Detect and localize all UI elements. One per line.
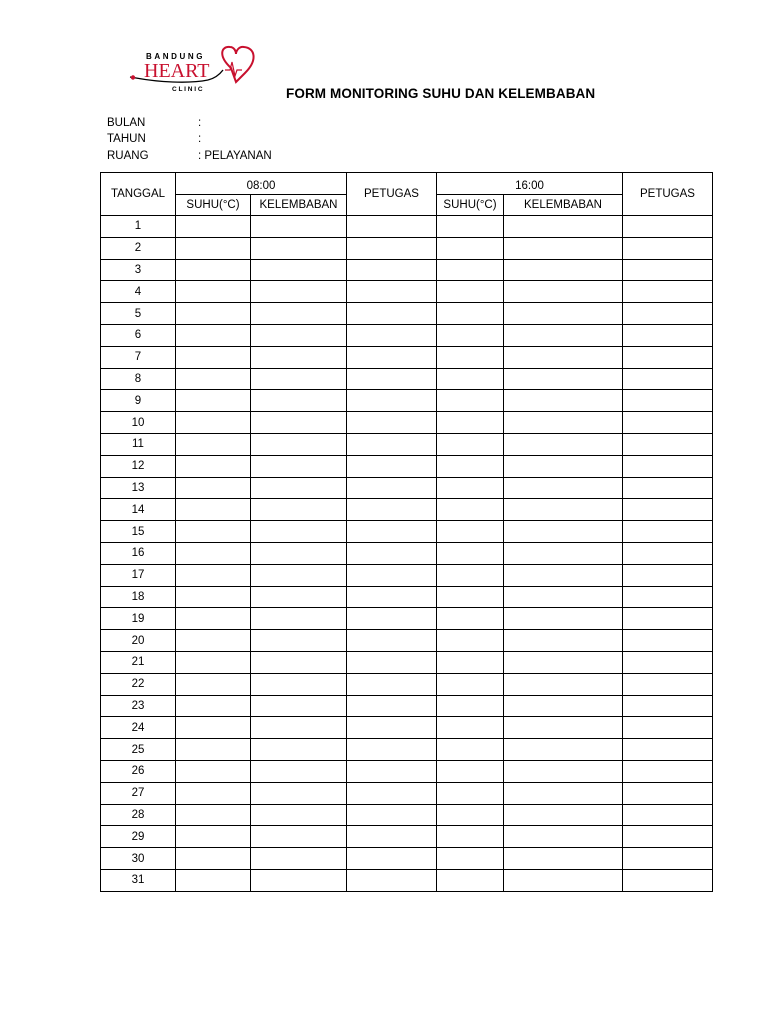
petugas-0800-cell[interactable] — [347, 630, 437, 652]
kelembaban-0800-cell[interactable] — [251, 303, 347, 325]
petugas-0800-cell[interactable] — [347, 433, 437, 455]
petugas-0800-cell[interactable] — [347, 651, 437, 673]
day-number: 21 — [101, 651, 176, 673]
suhu-1600-cell[interactable] — [437, 433, 504, 455]
suhu-1600-cell[interactable] — [437, 499, 504, 521]
kelembaban-0800-cell[interactable] — [251, 521, 347, 543]
suhu-1600-cell[interactable] — [437, 760, 504, 782]
header-time-0800: 08:00 — [176, 173, 347, 195]
kelembaban-0800-cell[interactable] — [251, 281, 347, 303]
table-row — [101, 717, 713, 739]
table-row — [101, 368, 713, 390]
petugas-0800-cell[interactable] — [347, 521, 437, 543]
suhu-0800-cell[interactable] — [176, 760, 251, 782]
kelembaban-1600-cell[interactable] — [504, 608, 623, 630]
suhu-1600-cell[interactable] — [437, 237, 504, 259]
kelembaban-0800-cell[interactable] — [251, 608, 347, 630]
suhu-0800-cell[interactable] — [176, 390, 251, 412]
petugas-0800-cell[interactable] — [347, 586, 437, 608]
suhu-1600-cell[interactable] — [437, 651, 504, 673]
table-row — [101, 390, 713, 412]
suhu-1600-cell[interactable] — [437, 216, 504, 238]
suhu-1600-cell[interactable] — [437, 477, 504, 499]
table-row — [101, 477, 713, 499]
petugas-1600-cell[interactable] — [623, 782, 713, 804]
kelembaban-0800-cell[interactable] — [251, 848, 347, 870]
day-number: 8 — [101, 368, 176, 390]
suhu-1600-cell[interactable] — [437, 368, 504, 390]
form-title: FORM MONITORING SUHU DAN KELEMBABAN — [286, 86, 596, 101]
kelembaban-1600-cell[interactable] — [504, 521, 623, 543]
day-number: 10 — [101, 412, 176, 434]
suhu-0800-cell[interactable] — [176, 259, 251, 281]
table-row — [101, 499, 713, 521]
petugas-1600-cell[interactable] — [623, 259, 713, 281]
kelembaban-1600-cell[interactable] — [504, 586, 623, 608]
petugas-0800-cell[interactable] — [347, 346, 437, 368]
field-bulan-label: BULAN — [107, 117, 146, 129]
kelembaban-1600-cell[interactable] — [504, 259, 623, 281]
petugas-1600-cell[interactable] — [623, 542, 713, 564]
field-ruang-value: : PELAYANAN — [198, 150, 272, 162]
kelembaban-0800-cell[interactable] — [251, 412, 347, 434]
suhu-0800-cell[interactable] — [176, 848, 251, 870]
day-number: 4 — [101, 281, 176, 303]
kelembaban-0800-cell[interactable] — [251, 477, 347, 499]
petugas-0800-cell[interactable] — [347, 695, 437, 717]
suhu-0800-cell[interactable] — [176, 673, 251, 695]
petugas-1600-cell[interactable] — [623, 390, 713, 412]
header-tanggal: TANGGAL — [101, 173, 176, 216]
table-row — [101, 804, 713, 826]
suhu-0800-cell[interactable] — [176, 586, 251, 608]
suhu-0800-cell[interactable] — [176, 695, 251, 717]
suhu-1600-cell[interactable] — [437, 303, 504, 325]
field-ruang-label: RUANG — [107, 150, 149, 162]
petugas-0800-cell[interactable] — [347, 216, 437, 238]
table-row — [101, 521, 713, 543]
suhu-0800-cell[interactable] — [176, 303, 251, 325]
field-ruang — [107, 150, 272, 162]
kelembaban-0800-cell[interactable] — [251, 216, 347, 238]
kelembaban-1600-cell[interactable] — [504, 368, 623, 390]
kelembaban-0800-cell[interactable] — [251, 717, 347, 739]
suhu-1600-cell[interactable] — [437, 586, 504, 608]
suhu-1600-cell[interactable] — [437, 346, 504, 368]
suhu-1600-cell[interactable] — [437, 826, 504, 848]
kelembaban-1600-cell[interactable] — [504, 455, 623, 477]
petugas-1600-cell[interactable] — [623, 695, 713, 717]
petugas-0800-cell[interactable] — [347, 303, 437, 325]
field-tahun-label: TAHUN — [107, 133, 146, 145]
logo-main-text: HEART — [144, 60, 210, 82]
kelembaban-1600-cell[interactable] — [504, 804, 623, 826]
petugas-0800-cell[interactable] — [347, 412, 437, 434]
suhu-0800-cell[interactable] — [176, 869, 251, 891]
table-row — [101, 303, 713, 325]
suhu-1600-cell[interactable] — [437, 673, 504, 695]
petugas-1600-cell[interactable] — [623, 673, 713, 695]
petugas-1600-cell[interactable] — [623, 804, 713, 826]
kelembaban-1600-cell[interactable] — [504, 848, 623, 870]
kelembaban-1600-cell[interactable] — [504, 717, 623, 739]
petugas-1600-cell[interactable] — [623, 216, 713, 238]
day-number: 29 — [101, 826, 176, 848]
field-tahun — [107, 133, 201, 145]
header-kelembaban-morning: KELEMBABAN — [251, 195, 347, 216]
petugas-1600-cell[interactable] — [623, 237, 713, 259]
kelembaban-1600-cell[interactable] — [504, 412, 623, 434]
table-row — [101, 586, 713, 608]
kelembaban-1600-cell[interactable] — [504, 695, 623, 717]
suhu-1600-cell[interactable] — [437, 717, 504, 739]
day-number: 14 — [101, 499, 176, 521]
kelembaban-1600-cell[interactable] — [504, 673, 623, 695]
petugas-0800-cell[interactable] — [347, 390, 437, 412]
suhu-1600-cell[interactable] — [437, 739, 504, 761]
day-number: 12 — [101, 455, 176, 477]
suhu-1600-cell[interactable] — [437, 630, 504, 652]
petugas-0800-cell[interactable] — [347, 281, 437, 303]
table-row — [101, 564, 713, 586]
suhu-0800-cell[interactable] — [176, 739, 251, 761]
suhu-0800-cell[interactable] — [176, 477, 251, 499]
kelembaban-0800-cell[interactable] — [251, 739, 347, 761]
suhu-1600-cell[interactable] — [437, 848, 504, 870]
day-number: 25 — [101, 739, 176, 761]
kelembaban-1600-cell[interactable] — [504, 542, 623, 564]
petugas-0800-cell[interactable] — [347, 826, 437, 848]
kelembaban-0800-cell[interactable] — [251, 760, 347, 782]
day-number: 24 — [101, 717, 176, 739]
kelembaban-0800-cell[interactable] — [251, 237, 347, 259]
suhu-0800-cell[interactable] — [176, 542, 251, 564]
kelembaban-1600-cell[interactable] — [504, 499, 623, 521]
suhu-1600-cell[interactable] — [437, 455, 504, 477]
petugas-1600-cell[interactable] — [623, 346, 713, 368]
petugas-1600-cell[interactable] — [623, 826, 713, 848]
kelembaban-0800-cell[interactable] — [251, 630, 347, 652]
day-number: 11 — [101, 433, 176, 455]
heart-stethoscope-icon — [128, 42, 263, 94]
suhu-0800-cell[interactable] — [176, 782, 251, 804]
header-petugas-afternoon: PETUGAS — [623, 173, 713, 216]
table-row — [101, 281, 713, 303]
kelembaban-1600-cell[interactable] — [504, 237, 623, 259]
table-row — [101, 608, 713, 630]
petugas-0800-cell[interactable] — [347, 259, 437, 281]
kelembaban-1600-cell[interactable] — [504, 433, 623, 455]
kelembaban-0800-cell[interactable] — [251, 324, 347, 346]
suhu-0800-cell[interactable] — [176, 455, 251, 477]
kelembaban-0800-cell[interactable] — [251, 695, 347, 717]
day-number: 19 — [101, 608, 176, 630]
suhu-1600-cell[interactable] — [437, 521, 504, 543]
kelembaban-1600-cell[interactable] — [504, 782, 623, 804]
field-tahun-value: : — [198, 133, 202, 145]
suhu-1600-cell[interactable] — [437, 259, 504, 281]
suhu-1600-cell[interactable] — [437, 782, 504, 804]
day-number: 15 — [101, 521, 176, 543]
table-row — [101, 542, 713, 564]
petugas-0800-cell[interactable] — [347, 804, 437, 826]
kelembaban-1600-cell[interactable] — [504, 739, 623, 761]
kelembaban-1600-cell[interactable] — [504, 346, 623, 368]
petugas-0800-cell[interactable] — [347, 542, 437, 564]
petugas-1600-cell[interactable] — [623, 521, 713, 543]
header-time-1600: 16:00 — [437, 173, 623, 195]
day-number: 3 — [101, 259, 176, 281]
suhu-0800-cell[interactable] — [176, 216, 251, 238]
petugas-1600-cell[interactable] — [623, 303, 713, 325]
day-number: 18 — [101, 586, 176, 608]
kelembaban-1600-cell[interactable] — [504, 869, 623, 891]
petugas-0800-cell[interactable] — [347, 608, 437, 630]
field-bulan-value: : — [198, 117, 202, 129]
kelembaban-1600-cell[interactable] — [504, 216, 623, 238]
kelembaban-1600-cell[interactable] — [504, 630, 623, 652]
petugas-1600-cell[interactable] — [623, 564, 713, 586]
table-row — [101, 433, 713, 455]
day-number: 7 — [101, 346, 176, 368]
suhu-0800-cell[interactable] — [176, 368, 251, 390]
table-row — [101, 324, 713, 346]
table-row — [101, 848, 713, 870]
header-kelembaban-afternoon: KELEMBABAN — [504, 195, 623, 216]
petugas-1600-cell[interactable] — [623, 869, 713, 891]
suhu-1600-cell[interactable] — [437, 804, 504, 826]
petugas-1600-cell[interactable] — [623, 433, 713, 455]
day-number: 6 — [101, 324, 176, 346]
table-row — [101, 739, 713, 761]
table-body — [101, 216, 713, 892]
petugas-1600-cell[interactable] — [623, 499, 713, 521]
clinic-logo — [128, 42, 263, 94]
petugas-1600-cell[interactable] — [623, 848, 713, 870]
petugas-0800-cell[interactable] — [347, 869, 437, 891]
table-row — [101, 695, 713, 717]
petugas-1600-cell[interactable] — [623, 324, 713, 346]
suhu-1600-cell[interactable] — [437, 869, 504, 891]
suhu-0800-cell[interactable] — [176, 717, 251, 739]
petugas-1600-cell[interactable] — [623, 586, 713, 608]
petugas-0800-cell[interactable] — [347, 477, 437, 499]
header-suhu-afternoon: SUHU(°C) — [437, 195, 504, 216]
kelembaban-0800-cell[interactable] — [251, 586, 347, 608]
kelembaban-0800-cell[interactable] — [251, 651, 347, 673]
suhu-0800-cell[interactable] — [176, 804, 251, 826]
petugas-0800-cell[interactable] — [347, 499, 437, 521]
suhu-0800-cell[interactable] — [176, 281, 251, 303]
suhu-0800-cell[interactable] — [176, 324, 251, 346]
header-petugas-morning: PETUGAS — [347, 173, 437, 216]
table-row — [101, 760, 713, 782]
kelembaban-1600-cell[interactable] — [504, 477, 623, 499]
suhu-0800-cell[interactable] — [176, 412, 251, 434]
kelembaban-1600-cell[interactable] — [504, 281, 623, 303]
petugas-1600-cell[interactable] — [623, 368, 713, 390]
petugas-0800-cell[interactable] — [347, 564, 437, 586]
field-bulan — [107, 117, 201, 129]
suhu-0800-cell[interactable] — [176, 346, 251, 368]
kelembaban-0800-cell[interactable] — [251, 433, 347, 455]
suhu-1600-cell[interactable] — [437, 542, 504, 564]
kelembaban-1600-cell[interactable] — [504, 760, 623, 782]
kelembaban-0800-cell[interactable] — [251, 826, 347, 848]
kelembaban-0800-cell[interactable] — [251, 259, 347, 281]
petugas-1600-cell[interactable] — [623, 608, 713, 630]
logo-top-text: BANDUNG — [146, 52, 206, 61]
day-number: 2 — [101, 237, 176, 259]
suhu-0800-cell[interactable] — [176, 651, 251, 673]
kelembaban-0800-cell[interactable] — [251, 782, 347, 804]
table-row — [101, 237, 713, 259]
suhu-0800-cell[interactable] — [176, 826, 251, 848]
petugas-1600-cell[interactable] — [623, 477, 713, 499]
day-number: 22 — [101, 673, 176, 695]
petugas-0800-cell[interactable] — [347, 760, 437, 782]
table-row — [101, 651, 713, 673]
day-number: 23 — [101, 695, 176, 717]
day-number: 17 — [101, 564, 176, 586]
suhu-0800-cell[interactable] — [176, 608, 251, 630]
kelembaban-1600-cell[interactable] — [504, 303, 623, 325]
header-suhu-morning: SUHU(°C) — [176, 195, 251, 216]
suhu-0800-cell[interactable] — [176, 564, 251, 586]
day-number: 27 — [101, 782, 176, 804]
table-row — [101, 216, 713, 238]
kelembaban-0800-cell[interactable] — [251, 368, 347, 390]
table-row — [101, 259, 713, 281]
petugas-0800-cell[interactable] — [347, 739, 437, 761]
kelembaban-0800-cell[interactable] — [251, 346, 347, 368]
suhu-0800-cell[interactable] — [176, 433, 251, 455]
logo-bottom-text: C L I N I C — [172, 86, 203, 93]
day-number: 20 — [101, 630, 176, 652]
kelembaban-1600-cell[interactable] — [504, 390, 623, 412]
kelembaban-0800-cell[interactable] — [251, 499, 347, 521]
day-number: 5 — [101, 303, 176, 325]
kelembaban-0800-cell[interactable] — [251, 390, 347, 412]
petugas-1600-cell[interactable] — [623, 651, 713, 673]
table-row — [101, 346, 713, 368]
monitoring-table — [100, 172, 713, 892]
kelembaban-1600-cell[interactable] — [504, 564, 623, 586]
kelembaban-0800-cell[interactable] — [251, 564, 347, 586]
suhu-1600-cell[interactable] — [437, 564, 504, 586]
petugas-1600-cell[interactable] — [623, 412, 713, 434]
day-number: 16 — [101, 542, 176, 564]
suhu-0800-cell[interactable] — [176, 499, 251, 521]
table-row — [101, 455, 713, 477]
petugas-0800-cell[interactable] — [347, 673, 437, 695]
day-number: 31 — [101, 869, 176, 891]
day-number: 13 — [101, 477, 176, 499]
petugas-0800-cell[interactable] — [347, 324, 437, 346]
petugas-0800-cell[interactable] — [347, 455, 437, 477]
suhu-1600-cell[interactable] — [437, 390, 504, 412]
petugas-0800-cell[interactable] — [347, 717, 437, 739]
kelembaban-1600-cell[interactable] — [504, 826, 623, 848]
petugas-1600-cell[interactable] — [623, 739, 713, 761]
petugas-0800-cell[interactable] — [347, 782, 437, 804]
day-number: 9 — [101, 390, 176, 412]
table-row — [101, 630, 713, 652]
petugas-1600-cell[interactable] — [623, 281, 713, 303]
suhu-0800-cell[interactable] — [176, 521, 251, 543]
table-row — [101, 673, 713, 695]
kelembaban-1600-cell[interactable] — [504, 651, 623, 673]
petugas-1600-cell[interactable] — [623, 717, 713, 739]
kelembaban-0800-cell[interactable] — [251, 673, 347, 695]
day-number: 30 — [101, 848, 176, 870]
petugas-0800-cell[interactable] — [347, 237, 437, 259]
suhu-1600-cell[interactable] — [437, 412, 504, 434]
day-number: 28 — [101, 804, 176, 826]
suhu-1600-cell[interactable] — [437, 281, 504, 303]
suhu-0800-cell[interactable] — [176, 237, 251, 259]
suhu-1600-cell[interactable] — [437, 608, 504, 630]
petugas-1600-cell[interactable] — [623, 760, 713, 782]
kelembaban-0800-cell[interactable] — [251, 542, 347, 564]
petugas-1600-cell[interactable] — [623, 630, 713, 652]
suhu-0800-cell[interactable] — [176, 630, 251, 652]
day-number: 26 — [101, 760, 176, 782]
kelembaban-1600-cell[interactable] — [504, 324, 623, 346]
day-number: 1 — [101, 216, 176, 238]
kelembaban-0800-cell[interactable] — [251, 869, 347, 891]
table-row — [101, 869, 713, 891]
suhu-1600-cell[interactable] — [437, 324, 504, 346]
petugas-1600-cell[interactable] — [623, 455, 713, 477]
kelembaban-0800-cell[interactable] — [251, 804, 347, 826]
table-row — [101, 782, 713, 804]
table-row — [101, 412, 713, 434]
kelembaban-0800-cell[interactable] — [251, 455, 347, 477]
petugas-0800-cell[interactable] — [347, 848, 437, 870]
suhu-1600-cell[interactable] — [437, 695, 504, 717]
petugas-0800-cell[interactable] — [347, 368, 437, 390]
table-row — [101, 826, 713, 848]
